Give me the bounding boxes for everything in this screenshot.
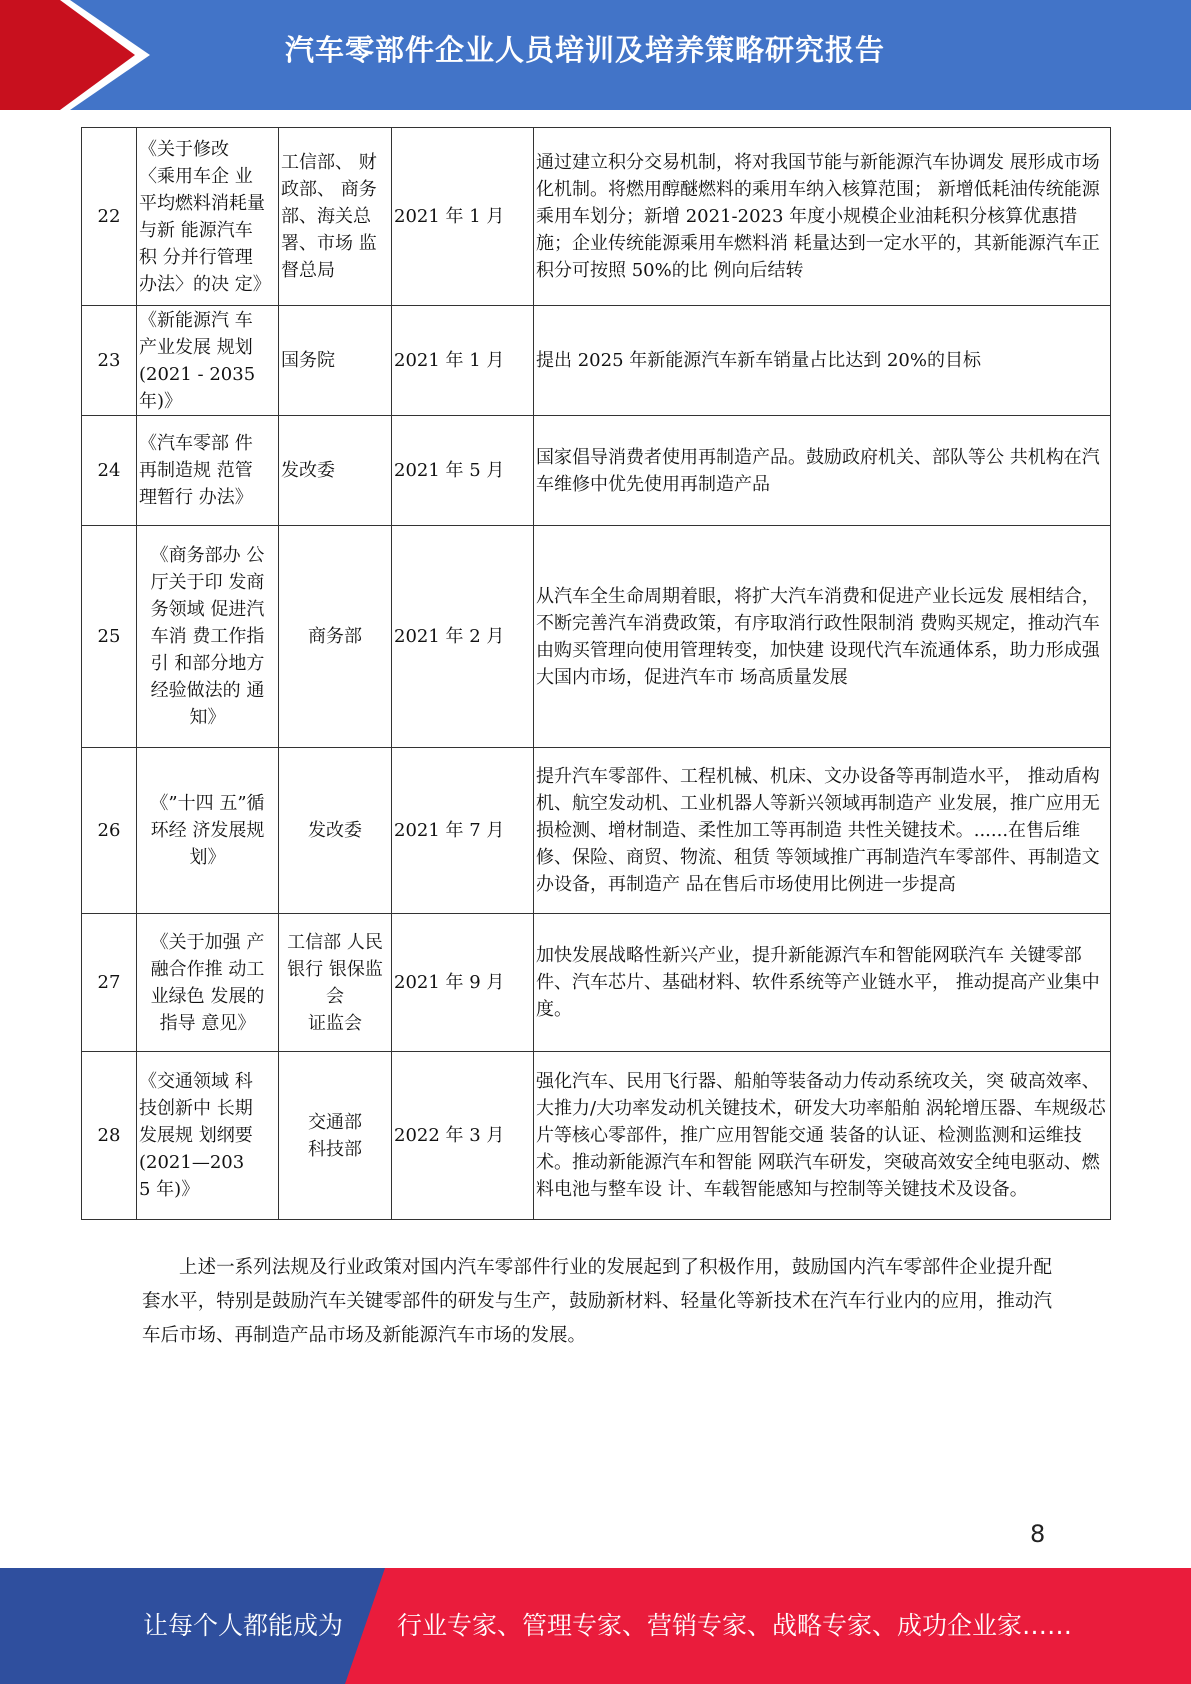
- policy-name-line: 业绿色 发展的: [150, 985, 265, 1007]
- issuing-department: [279, 416, 392, 526]
- footer-slogan-right: 行业专家、管理专家、营销专家、战略专家、成功企业家……: [397, 1611, 1073, 1640]
- policy-name-line: 理暂行 办法》: [139, 487, 253, 508]
- policy-content: 国家倡导消费者使用再制造产品。鼓励政府机关、部队等公 共机构在汽车维修中优先使用再制造产品: [534, 416, 1111, 526]
- policy-name-line: 务领域 促进汽: [150, 599, 265, 620]
- policy-content: 强化汽车、民用飞行器、船舶等装备动力传动系统攻关，突 破高效率、大推力/大功率发动机关键技术，研发大功率船舶 涡轮增压器、车规级芯片等核心零部件，推广应用智能交通 装备的认证、检测监测和运维技术。推动新能源汽车和智能 网联汽车研发，突破高效安全纯电驱动、燃料电池与整车设 计、车载智能感知与控制等关键技术及设备。: [534, 1052, 1111, 1220]
- issue-date: 2021 年 1 月: [392, 306, 534, 416]
- policy-content: 提出 2025 年新能源汽车新车销量占比达到 20%的目标: [534, 306, 1111, 416]
- policy-name-line: 车消 费工作指: [150, 626, 265, 647]
- policy-name-line: 与新 能源汽车: [139, 219, 253, 241]
- issue-date: 2021 年 7 月: [392, 748, 534, 914]
- policy-name-line: 《新能源汽 车: [139, 309, 253, 331]
- issuing-department: [279, 914, 392, 1052]
- row-number: 27: [82, 914, 137, 1052]
- policy-name-line: 产业发展 规划: [139, 336, 253, 358]
- policy-name-line: 厅关于印 发商: [150, 572, 265, 593]
- policy-name: [137, 526, 279, 748]
- policy-name: [137, 416, 279, 526]
- issuing-department: [279, 306, 392, 416]
- policy-name-line: 5 年)》: [139, 1179, 200, 1200]
- policy-content: 提升汽车零部件、工程机械、机床、文办设备等再制造水平， 推动盾构机、航空发动机、工业机器人等新兴领域再制造产 业发展，推广应用无损检测、增材制造、柔性加工等再制造 共性关键技术。......在售后维修、保险、商贸、物流、租赁 等领域推广再制造汽车零部件、再制造文办设备，再制造产 品在售后市场使用比例进一步提高: [534, 748, 1111, 914]
- department-line: 署、市场 监: [281, 233, 377, 254]
- issuing-department: [279, 1052, 392, 1220]
- policy-name-line: 《”十四 五”循: [150, 793, 265, 814]
- header-chevron-icon: [0, 0, 160, 110]
- footer-banner: [0, 1568, 1191, 1684]
- page-number: 8: [1030, 1520, 1046, 1548]
- policy-name-line: 环经 济发展规: [150, 820, 265, 841]
- department-line: 政部、 商务: [281, 179, 377, 200]
- policy-name: [137, 128, 279, 306]
- policy-name-line: 积 分并行管理: [139, 246, 253, 268]
- policy-name-line: 融合作推 动工: [150, 958, 265, 980]
- department-line: 交通部: [308, 1111, 362, 1133]
- summary-paragraph: 上述一系列法规及行业政策对国内汽车零部件行业的发展起到了积极作用，鼓励国内汽车零部件企业提升配套水平，特别是鼓励汽车关键零部件的研发与生产，鼓励新材料、轻量化等新技术在汽车行业内的应用，推动汽车后市场、再制造产品市场及新能源汽车市场的发展。: [142, 1257, 1052, 1346]
- policy-name-line: 《汽车零部 件: [139, 433, 253, 454]
- policy-name: [137, 306, 279, 416]
- header-banner: [0, 0, 1191, 110]
- issuing-department: [279, 526, 392, 748]
- footer-slogan-left: 让每个人都能成为: [143, 1611, 344, 1640]
- policy-name-line: 平均燃料消耗量: [139, 192, 265, 214]
- policy-content: 通过建立积分交易机制，将对我国节能与新能源汽车协调发 展形成市场化机制。将燃用醇醚燃料的乘用车纳入核算范围； 新增低耗油传统能源乘用车划分；新增 2021-2023 年度小规模企业油耗积分核算优惠措施；企业传统能源乘用车燃料消 耗量达到一定水平的，其新能源汽车正积分可按照 50%的比 例向后结转: [534, 128, 1111, 306]
- policy-name-line: 划》: [189, 847, 226, 868]
- department-line: 银行 银保监: [287, 958, 383, 980]
- policy-content: 加快发展战略性新兴产业，提升新能源汽车和智能网联汽车 关键零部件、汽车芯片、基础材料、软件系统等产业链水平， 推动提高产业集中度。: [534, 914, 1111, 1052]
- policy-name-line: 经验做法的 通: [150, 680, 265, 701]
- table-row: [82, 526, 1111, 748]
- policy-name-line: 《交通领域 科: [139, 1071, 253, 1092]
- row-number: 23: [82, 306, 137, 416]
- row-number: 24: [82, 416, 137, 526]
- issue-date: 2021 年 5 月: [392, 416, 534, 526]
- issuing-department: [279, 748, 392, 914]
- policy-name-line: 再制造规 范管: [139, 460, 253, 481]
- issue-date: 2021 年 9 月: [392, 914, 534, 1052]
- department-line: 工信部、 财: [281, 152, 377, 173]
- department-line: 发改委: [281, 460, 335, 481]
- policy-name-line: 知》: [189, 707, 226, 728]
- policy-name-line: 《关于加强 产: [150, 931, 265, 953]
- row-number: 25: [82, 526, 137, 748]
- table-row: [82, 748, 1111, 914]
- table-row: [82, 128, 1111, 306]
- table-row: [82, 306, 1111, 416]
- issue-date: 2022 年 3 月: [392, 1052, 534, 1220]
- department-line: 督总局: [281, 260, 335, 281]
- policy-table: [81, 127, 1111, 1220]
- department-line: 工信部 人民: [287, 931, 383, 953]
- policy-name: [137, 914, 279, 1052]
- report-title: 汽车零部件企业人员培训及培养策略研究报告: [285, 33, 886, 67]
- department-line: 科技部: [308, 1138, 362, 1160]
- policy-name-line: 《关于修改: [139, 138, 229, 160]
- policy-name-line: 发展规 划纲要: [139, 1125, 253, 1146]
- policy-name-line: (2021—203: [139, 1152, 245, 1173]
- policy-name-line: 技创新中 长期: [139, 1098, 253, 1119]
- department-line: 发改委: [308, 820, 362, 841]
- department-line: 部、海关总: [281, 206, 371, 227]
- table-row: [82, 914, 1111, 1052]
- department-line: 证监会: [308, 1012, 362, 1034]
- issuing-department: [279, 128, 392, 306]
- department-line: 商务部: [308, 626, 362, 647]
- row-number: 22: [82, 128, 137, 306]
- policy-name-line: 〈乘用车企 业: [139, 165, 253, 187]
- policy-name: [137, 1052, 279, 1220]
- policy-name: [137, 748, 279, 914]
- policy-name-line: 引 和部分地方: [150, 653, 265, 674]
- policy-name-line: (2021 - 2035: [139, 363, 256, 385]
- issue-date: 2021 年 2 月: [392, 526, 534, 748]
- table-row: [82, 416, 1111, 526]
- row-number: 28: [82, 1052, 137, 1220]
- row-number: 26: [82, 748, 137, 914]
- policy-name-line: 《商务部办 公: [150, 545, 265, 566]
- policy-table-body: [82, 128, 1111, 1220]
- policy-name-line: 办法〉的决 定》: [139, 273, 271, 295]
- policy-name-line: 指导 意见》: [159, 1012, 256, 1034]
- department-line: 会: [326, 985, 344, 1007]
- policy-content: 从汽车全生命周期着眼，将扩大汽车消费和促进产业长远发 展相结合，不断完善汽车消费政策，有序取消行政性限制消 费购买规定，推动汽车由购买管理向使用管理转变，加快建 设现代汽车流通体系，助力形成强大国内市场，促进汽车市 场高质量发展: [534, 526, 1111, 748]
- issue-date: 2021 年 1 月: [392, 128, 534, 306]
- table-row: [82, 1052, 1111, 1220]
- department-line: 国务院: [281, 350, 335, 371]
- policy-name-line: 年)》: [139, 390, 183, 412]
